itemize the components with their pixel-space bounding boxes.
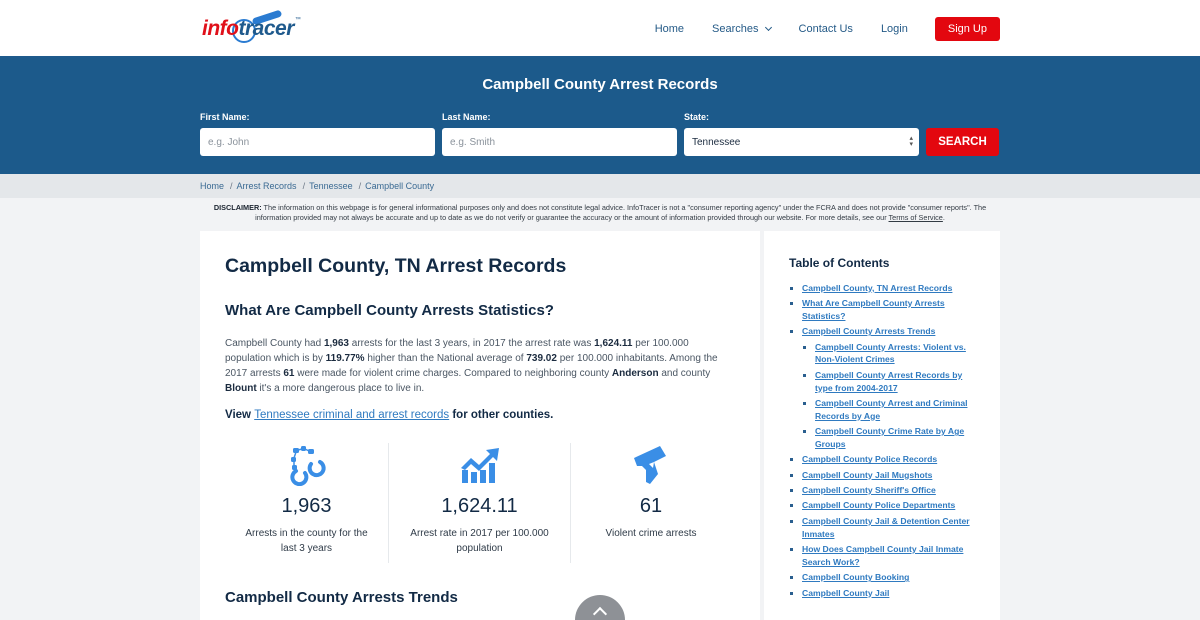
breadcrumb-separator: / xyxy=(302,181,306,191)
stat-value: 61 xyxy=(639,494,663,517)
statistics-paragraph: Campbell County had 1,963 arrests for the last 3 years, in 2017 the arrest rate was 1,624.11 per 100.000 population which is by 119.77% higher than the National average of 739.02 per 100.000 inhabitants. Among the 2017 arrests 61 were made for violent crime charges. Compared to neighboring county Anderson and county Blount it's a more dangerous place to live in. xyxy=(225,337,718,395)
last-name-label: Last Name: xyxy=(442,112,491,122)
search-hero xyxy=(0,58,1200,174)
toc-link-violent-vs-nonviolent[interactable]: Campbell County Arrests: Violent vs. Non-Violent Crimes xyxy=(815,341,966,365)
toc-link-trends[interactable]: Campbell County Arrests Trends xyxy=(802,326,936,337)
stats-row xyxy=(225,443,735,563)
toc-link-records-by-type[interactable]: Campbell County Arrest Records by type from 2004-2017 xyxy=(815,369,963,393)
toc-item xyxy=(789,499,976,512)
toc-list xyxy=(789,282,976,600)
stat-label: Arrest rate in 2017 per 100.000 population xyxy=(410,527,549,554)
toc-item xyxy=(789,484,976,497)
nav-searches-label: Searches xyxy=(712,23,759,35)
sign-up-label: Sign Up xyxy=(947,23,987,35)
toc-item xyxy=(789,297,976,323)
breadcrumb-campbell-county[interactable]: Campbell County xyxy=(365,181,435,191)
nav-login[interactable] xyxy=(881,23,908,35)
site-header xyxy=(0,0,1200,58)
toc-link-crime-rate-by-age[interactable]: Campbell County Crime Rate by Age Groups xyxy=(815,426,965,449)
chevron-up-icon xyxy=(593,607,607,620)
stat-label: Arrests in the county for the last 3 years xyxy=(245,527,368,554)
disclaimer-label: DISCLAIMER: xyxy=(213,203,262,212)
stat-arrest-rate xyxy=(389,443,571,563)
trends-heading: Campbell County Arrests Trends xyxy=(225,588,458,606)
toc-link-jail[interactable]: Campbell County Jail xyxy=(802,587,890,598)
sign-up-button[interactable] xyxy=(935,17,1000,41)
toc-subitem xyxy=(802,397,976,423)
search-button[interactable] xyxy=(926,128,999,156)
chevron-down-icon xyxy=(764,24,771,31)
toc-item xyxy=(789,543,976,569)
toc-item xyxy=(789,571,976,584)
gun-icon xyxy=(571,443,731,487)
toc-link-statistics[interactable]: What Are Campbell County Arrests Statistics? xyxy=(802,297,945,321)
toc-link-police-departments[interactable]: Campbell County Police Departments xyxy=(802,500,956,511)
toc-link-sheriffs-office[interactable]: Campbell County Sheriff's Office xyxy=(802,485,936,496)
toc-link-jail-inmates[interactable]: Campbell County Jail & Detention Center Inmates xyxy=(802,515,970,539)
first-name-input[interactable] xyxy=(200,128,435,156)
view-other-counties xyxy=(225,409,735,421)
toc-subitem xyxy=(802,369,976,395)
toc-link-jail-mugshots[interactable]: Campbell County Jail Mugshots xyxy=(802,469,933,480)
disclaimer-text: The information on this webpage is for general informational purposes only and does not constitute legal advice. InfoTracer is not a "consumer reporting agency" under the FCRA and does not provide "consumer reports". The information provided may not always be accurate and up to date as we do not verify or guarantee the accuracy or the amount of information provided through our website. For more details, see our xyxy=(255,203,987,222)
toc-sublist xyxy=(802,341,976,451)
state-select[interactable] xyxy=(684,128,919,156)
logo-trademark: ™ xyxy=(294,17,301,23)
first-name-label: First Name: xyxy=(200,112,250,122)
infotracer-logo[interactable] xyxy=(200,9,310,49)
handcuffs-icon xyxy=(225,443,388,487)
toc-item xyxy=(789,453,976,466)
stat-violent-crime xyxy=(571,443,731,563)
breadcrumb-separator: / xyxy=(358,181,362,191)
nav-contact-us[interactable] xyxy=(799,23,853,35)
view-prefix: View xyxy=(225,408,255,421)
state-selected-value: Tennessee xyxy=(692,136,741,148)
toc-link-records-by-age[interactable]: Campbell County Arrest and Criminal Records by Age xyxy=(815,397,968,421)
stat-arrests xyxy=(225,443,389,563)
search-button-label: SEARCH xyxy=(938,136,987,148)
nav-searches[interactable] xyxy=(712,23,770,35)
logo-text-tracer: tracer xyxy=(238,17,294,40)
nav-home-label: Home xyxy=(654,23,685,35)
breadcrumb-separator: / xyxy=(230,181,233,191)
breadcrumb-home[interactable]: Home xyxy=(200,181,225,191)
select-arrows-icon: ▴ ▾ xyxy=(909,135,913,148)
stat-value: 1,624.11 xyxy=(441,494,518,517)
logo-text-info: info xyxy=(202,17,239,40)
disclaimer-end: . xyxy=(942,212,945,222)
article-content xyxy=(200,231,760,620)
table-of-contents xyxy=(764,231,1000,620)
main-nav xyxy=(655,17,1000,41)
disclaimer xyxy=(200,198,1000,223)
last-name-input[interactable] xyxy=(442,128,677,156)
nav-login-label: Login xyxy=(880,23,908,35)
view-suffix: for other counties. xyxy=(449,408,554,421)
toc-item xyxy=(789,587,976,600)
nav-contact-label: Contact Us xyxy=(798,23,853,35)
breadcrumb xyxy=(200,174,1000,198)
toc-subitem xyxy=(802,341,976,367)
toc-item xyxy=(789,282,976,295)
tennessee-records-link[interactable]: Tennessee criminal and arrest records xyxy=(254,408,450,421)
search-form xyxy=(200,112,1000,156)
hero-title: Campbell County Arrest Records xyxy=(482,76,718,93)
state-field-group xyxy=(684,112,919,156)
main-layout xyxy=(200,231,1000,620)
toc-link-booking[interactable]: Campbell County Booking xyxy=(802,572,910,583)
nav-home[interactable] xyxy=(655,23,684,35)
toc-title: Table of Contents xyxy=(789,255,890,270)
terms-of-service-link[interactable]: Terms of Service xyxy=(888,212,943,222)
toc-subitem xyxy=(802,425,976,451)
first-name-field-group xyxy=(200,112,435,156)
state-label: State: xyxy=(684,112,710,122)
breadcrumb-tennessee[interactable]: Tennessee xyxy=(309,181,353,191)
breadcrumb-bar xyxy=(0,174,1200,198)
toc-link-police-records[interactable]: Campbell County Police Records xyxy=(802,454,938,465)
trend-chart-icon xyxy=(389,443,570,487)
stat-label: Violent crime arrests xyxy=(605,527,697,539)
breadcrumb-arrest-records[interactable]: Arrest Records xyxy=(236,181,297,191)
stat-value: 1,963 xyxy=(281,494,332,517)
toc-item xyxy=(789,515,976,541)
toc-item xyxy=(789,325,976,451)
last-name-field-group xyxy=(442,112,677,156)
toc-link-arrest-records[interactable]: Campbell County, TN Arrest Records xyxy=(802,282,953,293)
statistics-heading: What Are Campbell County Arrests Statistics? xyxy=(225,301,554,319)
toc-link-inmate-search[interactable]: How Does Campbell County Jail Inmate Search Work? xyxy=(802,544,964,567)
page-title: Campbell County, TN Arrest Records xyxy=(225,254,567,277)
toc-item xyxy=(789,469,976,482)
